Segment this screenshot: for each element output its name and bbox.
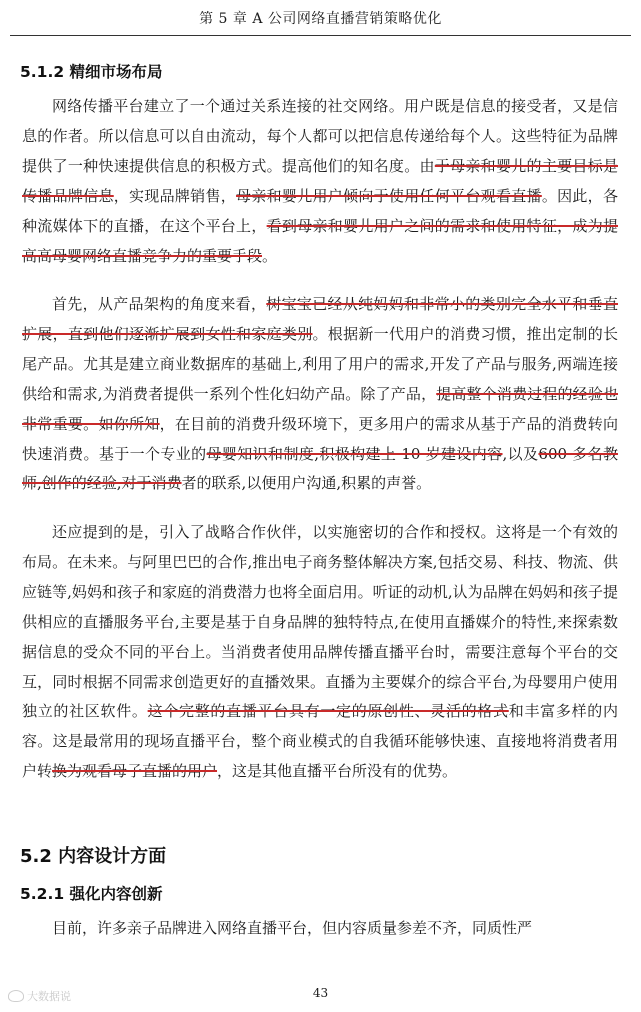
text-segment: ，实现品牌销售， (113, 186, 237, 205)
text-segment: 首先，从产品架构的角度来看， (52, 295, 267, 313)
struck-text: 树宝宝已经从纯妈妈和非常小的类别完全水平和垂直扩展，直到他们逐渐扩展到女性和家庭类别 (22, 295, 618, 343)
subsection-heading-5-2-1: 5.2.1 强化内容创新 (20, 885, 163, 903)
text-segment: 目前，许多亲子品牌进入网络直播平台，但内容质量参差不齐，同质性严 (52, 919, 533, 937)
section-heading-5-2: 5.2 内容设计方面 (20, 846, 167, 867)
paragraph-2 (22, 290, 618, 499)
struck-text: 600 多名教师,创作的经验,对于消费 (22, 444, 618, 493)
struck-text: 于母亲和婴儿的主要目标是传播品牌信息 (22, 156, 618, 205)
struck-text: 母亲和婴儿用户倾向于使用任何平台观看直播 (236, 186, 542, 205)
subsection-heading-5-1-2: 5.1.2 精细市场布局 (20, 63, 163, 81)
text-segment: 网络传播平台建立了一个通过关系连接的社交网络。用户既是信息的接受者，又是信息的作者。所以信息可以自由流动，每个人都可以把信息传递给每个人。这些特征为品牌提供了一种快速提供信息的积极方式。提高他们的知名度。由 (22, 97, 618, 175)
page-header: 第 5 章 A 公司网络直播营销策略优化 (10, 8, 631, 36)
paragraph-3 (22, 518, 618, 787)
page-number: 43 (312, 986, 329, 1000)
text-segment: ，在目前的消费升级环境下，更多用户的需求从基于产品的消费转向快速消费。基于一个专业的 (22, 414, 618, 463)
struck-text: 母婴知识和制度,积极构建上 10 岁建设内容 (206, 444, 503, 463)
paragraph-1 (22, 92, 618, 271)
struck-text: 这个完整的直播平台具有一定的原创性、灵活的格式 (147, 702, 509, 721)
paragraph-4 (22, 914, 618, 944)
text-segment: ，这是其他直播平台所没有的优势。 (217, 762, 458, 781)
text-segment: ,以及 (502, 444, 539, 463)
struck-text: 看到母亲和婴儿用户之间的需求和使用特征，成为提高高母婴网络直播竞争力的重要手段 (22, 216, 618, 265)
struck-text: 提高整个消费过程的经验也非常重要。如你所知 (22, 384, 618, 433)
text-segment: 者的联系,以便用户沟通,积累的声誉。 (181, 474, 432, 493)
text-segment: 和丰富多样的内容。这是最常用的现场直播平台，整个商业模式的自我循环能够快速、直接地将消费者用户转 (22, 702, 618, 781)
struck-text: 换为观看母子直播的用户 (52, 762, 218, 781)
watermark-text: 大数据说 (27, 990, 71, 1003)
text-segment: 。根据新一代用户的消费习惯，推出定制的长尾产品。尤其是建立商业数据库的基础上,利用了用户的需求,开发了产品与服务,两端连接供给和需求,为消费者提供一系列个性化妇幼产品。除了产品， (22, 324, 618, 403)
text-segment: 。因此，各种流媒体下的直播，在这个平台上， (22, 186, 618, 235)
text-segment: 还应提到的是，引入了战略合作伙伴，以实施密切的合作和授权。这将是一个有效的布局。在未来。与阿里巴巴的合作,推出电子商务整体解决方案,包括交易、科技、物流、供应链等,妈妈和孩子和家庭的消费潜力也将全面启用。听证的动机,认为品牌在妈妈和孩子提供相应的直播服务平台,主要是基于自身品牌的独特特点,在使用直播媒介的特性,来探索数据信息的受众不同的平台上。当消费者使用品牌传播直播平台时，需要注意每个平台的交互，同时根据不同需求创造更好的直播效果。直播为主要媒介的综合平台,为母婴用户使用独立的社区软件。 (22, 523, 618, 721)
text-segment: 。 (262, 246, 278, 265)
